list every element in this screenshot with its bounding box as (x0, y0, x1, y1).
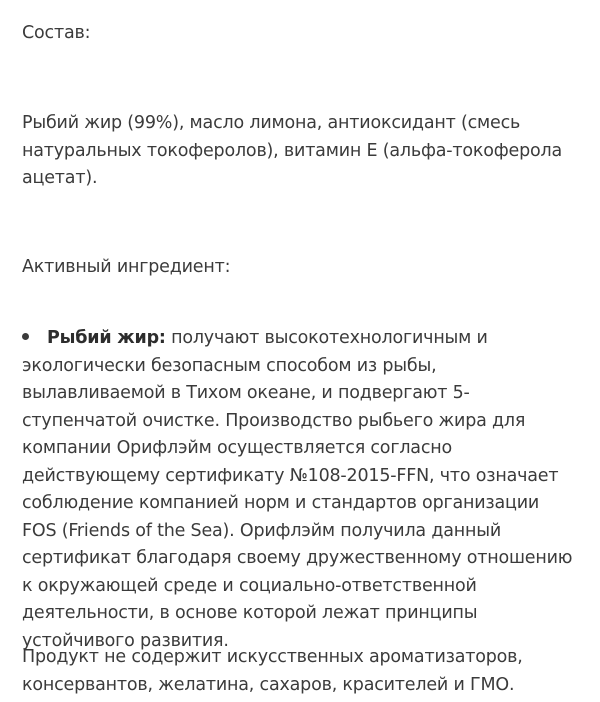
active-ingredient-heading: Активный ингредиент: (22, 257, 231, 277)
disclaimer-text: Продукт не содержит искусственных ароматизаторов, консервантов, желатина, сахаров, красителей и ГМО. (22, 647, 523, 695)
composition-heading: Состав: (22, 23, 91, 43)
ingredient-description: получают высокотехнологичным и экологически безопасным способом из рыбы, вылавливаемой в Тихом океане, и подвергают 5-ступенчатой очистке. Производство рыбьего жира для компании Орифлэйм осуществляется согласно действующему сертификату №108-2015-FFN, что означает соблюдение компанией норм и стандартов организации FOS (Friends of the Sea). Орифлэйм получила данный сертификат благодаря своему дружественному отношению к окружающей среде и социально-ответственной деятельности, в основе которой лежат принципы устойчивого развития. (22, 328, 573, 651)
composition-text: Рыбий жир (99%), масло лимона, антиоксидант (смесь натуральных токоферолов), витамин Е (альфа-токоферола ацетат). (22, 113, 562, 188)
ingredient-list-item (22, 325, 578, 655)
bullet-icon (22, 333, 29, 340)
ingredient-name: Рыбий жир: (47, 328, 166, 348)
